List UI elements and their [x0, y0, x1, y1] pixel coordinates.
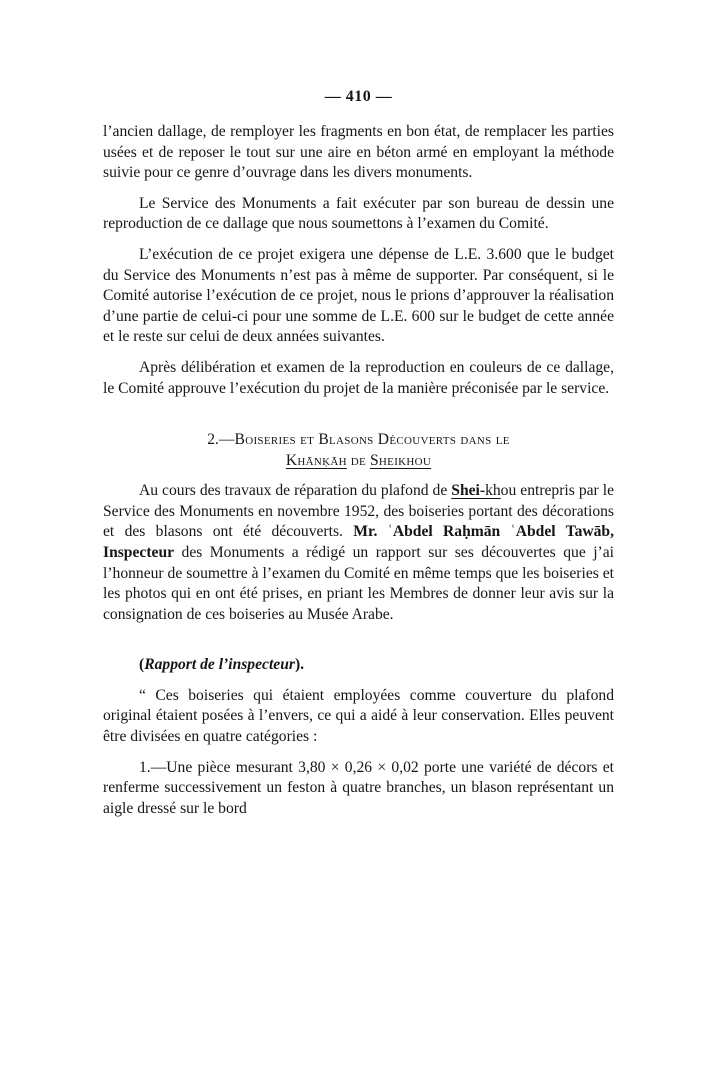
paragraph-boiseries-part-2: ou entrepris par le Service des Monuments en novembre 1952, des boiseries portant des décorations et des blasons ont été découverts. [103, 482, 614, 541]
section-number: 2.— [207, 431, 235, 449]
section-title-sheikhou: Sheikhou [369, 452, 432, 470]
paragraph-boiseries-shei: Shei- [451, 482, 486, 500]
page-number: — 410 — [324, 88, 393, 105]
paragraph-depense-projet: L’exécution de ce projet exigera une dépense de L.E. 3.600 que le budget du Service des Monuments n’est pas à même de supporter. Par conséquent, si le Comité autorise l’exécution de ce projet, nous le prions d’approuver la réalisation d’une partie de celui-ci pour une somme de L.E. 600 sur le budget de cette année et le reste sur celui de deux années suivantes. [103, 245, 614, 346]
paragraph-boiseries-decouvertes [103, 481, 614, 625]
section-heading [103, 429, 614, 471]
paragraph-boiseries-kh: kh [485, 482, 501, 500]
paragraph-comite-approuve: Après délibération et examen de la reproduction en couleurs de ce dallage, le Comité approuve l’exécution du projet de la manière préconisée par le service. [103, 358, 614, 397]
section-heading-line-1 [103, 429, 614, 450]
inspector-name: Mr. ʿAbdel Raḥmān ʿAbdel Tawāb, Inspecteur [103, 523, 614, 561]
section-heading-line-2 [103, 450, 614, 471]
paragraph-report-intro: “ Ces boiseries qui étaient employées comme couverture du plafond original étaient posées à l’envers, ce qui a aidé à leur conservation. Elles peuvent être divisées en quatre catégories : [103, 686, 614, 746]
paragraph-bureau-de-dessin: Le Service des Monuments a fait exécuter par son bureau de dessin une reproduction de ce dallage que nous soumettons à l’examen du Comité. [103, 194, 614, 233]
rapport-close-paren: ). [294, 656, 305, 674]
section-title-de: de [350, 452, 367, 470]
rapport-open-paren: ( [139, 656, 145, 674]
document-page [103, 88, 614, 819]
paragraph-report-item-1: 1.—Une pièce mesurant 3,80 × 0,26 × 0,02 porte une variété de décors et renferme successivement un feston à quatre branches, un blason représentant un aigle dressé sur le bord [103, 758, 614, 817]
rapport-label: Rapport de l’inspecteur [144, 656, 295, 674]
rapport-heading [103, 655, 614, 676]
paragraph-boiseries-part-3: des Monuments a rédigé un rapport sur ses découvertes que j’ai l’honneur de soumettre à l’examen du Comité en même temps que les boiseries et les photos qui en ont été prises, en priant les Membres de donner leur avis sur la consignation de ces boiseries au Musée Arabe. [103, 543, 614, 623]
section-title-line-1: Boiseries et Blasons Découverts dans le [234, 431, 510, 449]
paragraph-boiseries-part-1: Au cours des travaux de réparation du plafond de [139, 482, 452, 500]
section-title-khankah: Khānḳāh [285, 452, 347, 470]
paragraph-dallage-continuation: l’ancien dallage, de remployer les fragments en bon état, de remplacer les parties usées et de reposer le tout sur une aire en béton armé en employant la méthode suivie pour ce genre d’ouvrage dans les divers monuments. [103, 123, 614, 182]
